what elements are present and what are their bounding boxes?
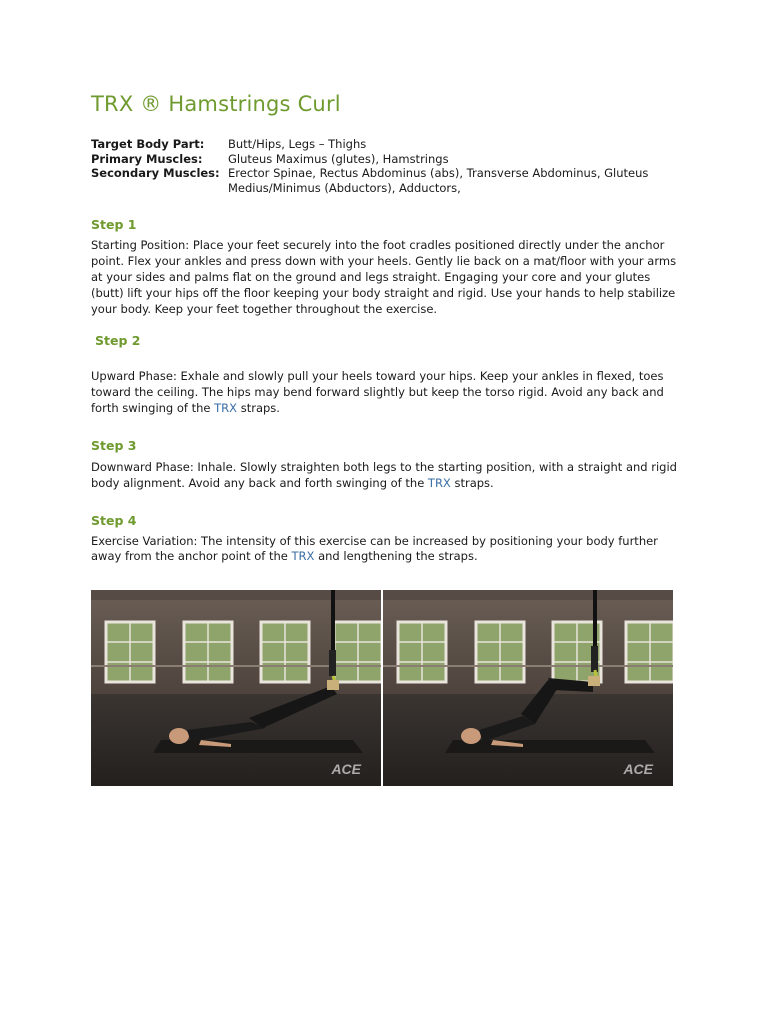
step-2-text bbox=[91, 368, 686, 416]
trx-link[interactable]: TRX bbox=[291, 548, 315, 563]
photo-upward-phase bbox=[383, 590, 673, 786]
step-1-text: Starting Position: Place your feet securely into the foot cradles positioned directly under the anchor point. Flex your ankles and press down with your heels. Gently lie back on a mat/floor with your arms at your sides and palms flat on the ground and legs straight. Engaging your core and your glutes (butt) lift your hips off the floor keeping your body straight and rigid. Use your hands to help stabilize your body. Keep your feet together throughout the exercise. bbox=[91, 238, 677, 316]
exercise-meta bbox=[91, 137, 678, 195]
step-4-text bbox=[91, 534, 686, 563]
secondary-muscles-label: Secondary Muscles: bbox=[91, 166, 220, 180]
step-3-text-after: straps. bbox=[450, 476, 494, 490]
step-2-text-after: straps. bbox=[237, 401, 280, 415]
photo-start-position bbox=[91, 590, 381, 786]
step-1-heading: Step 1 bbox=[91, 217, 137, 232]
step-4-text-before: Exercise Variation: The intensity of this exercise can be increased by positioning your body further away from the anchor point of the bbox=[91, 534, 658, 563]
step-2-heading: Step 2 bbox=[95, 333, 141, 348]
trx-link[interactable]: TRX bbox=[214, 401, 238, 415]
step-4-text-after: and lengthening the straps. bbox=[314, 548, 478, 563]
primary-muscles-label: Primary Muscles: bbox=[91, 151, 203, 166]
step-3-text-before: Downward Phase: Inhale. Slowly straighten both legs to the starting position, with a straight and rigid body alignment. Avoid any back and forth swinging of the bbox=[91, 460, 677, 490]
target-body-part-label: Target Body Part: bbox=[91, 137, 205, 151]
secondary-muscles-value: Erector Spinae, Rectus Abdominus (abs), Transverse Abdominus, Gluteus Medius/Minimus (Abductors), Adductors, bbox=[228, 166, 649, 195]
ace-watermark-right: ACE bbox=[623, 761, 653, 777]
primary-muscles-row bbox=[91, 152, 678, 167]
upward-phase-illustration bbox=[383, 590, 673, 786]
primary-muscles-value: Gluteus Maximus (glutes), Hamstrings bbox=[228, 151, 449, 166]
step-4-heading: Step 4 bbox=[91, 513, 137, 528]
step-3-text bbox=[91, 459, 686, 491]
step-2-text-before: Upward Phase: Exhale and slowly pull your heels toward your hips. Keep your ankles in flexed, toes toward the ceiling. The hips may bend forward slightly but keep the torso rigid. Avoid any back and forth swinging of the bbox=[91, 369, 664, 415]
ace-watermark-left: ACE bbox=[331, 761, 361, 777]
target-body-part-row bbox=[91, 137, 678, 152]
step-3-heading: Step 3 bbox=[91, 438, 137, 453]
trx-link[interactable]: TRX bbox=[427, 476, 451, 490]
exercise-photos bbox=[91, 590, 673, 786]
start-position-illustration bbox=[91, 590, 381, 786]
target-body-part-value: Butt/Hips, Legs – Thighs bbox=[228, 137, 367, 151]
page-title: TRX ® Hamstrings Curl bbox=[91, 92, 341, 116]
secondary-muscles-row bbox=[91, 166, 678, 195]
